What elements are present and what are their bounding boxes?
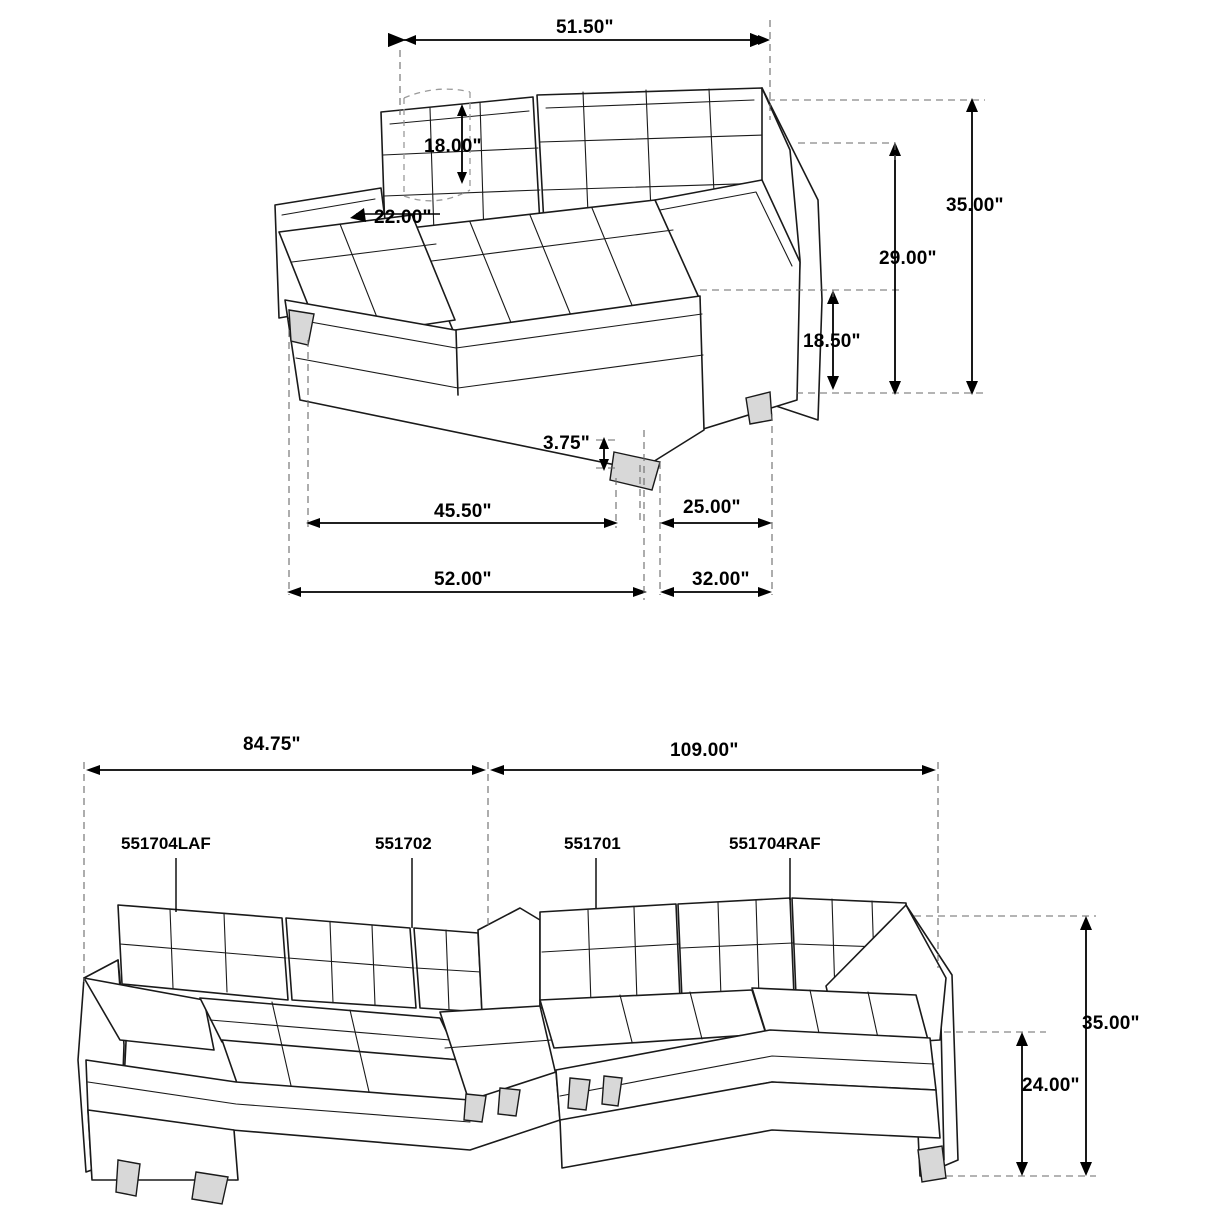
dimension-seat-back-height: 18.00" xyxy=(424,136,482,157)
dimension-overall-depth: 32.00" xyxy=(692,569,750,590)
dimension-seat-height: 18.50" xyxy=(803,331,861,352)
dimension-leg-height: 3.75" xyxy=(543,433,590,454)
dimension-width-top: 51.50" xyxy=(556,17,614,38)
part-label-551701: 551701 xyxy=(564,834,621,853)
dimension-seat-width: 45.50" xyxy=(434,501,492,522)
dimension-right-section-width: 109.00" xyxy=(670,740,739,761)
dimension-sectional-overall-height: 35.00" xyxy=(1082,1013,1140,1034)
part-label-551704RAF: 551704RAF xyxy=(729,834,821,853)
dimension-sectional-back-height: 24.00" xyxy=(1022,1075,1080,1096)
dimension-seat-depth: 22.00" xyxy=(374,207,432,228)
part-label-551702: 551702 xyxy=(375,834,432,853)
dimension-overall-height: 35.00" xyxy=(946,195,1004,216)
dimension-back-height: 29.00" xyxy=(879,248,937,269)
dimension-overall-width: 52.00" xyxy=(434,569,492,590)
part-label-551704LAF: 551704LAF xyxy=(121,834,211,853)
dimension-left-section-width: 84.75" xyxy=(243,734,301,755)
dimension-depth-25: 25.00" xyxy=(683,497,741,518)
